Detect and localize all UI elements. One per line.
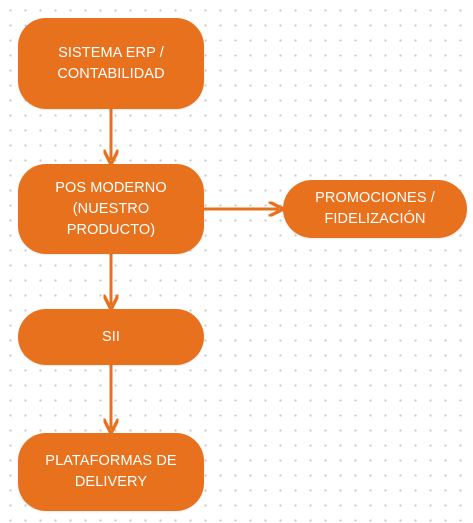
node-erp-label: SISTEMA ERP / CONTABILIDAD xyxy=(57,44,165,82)
node-pos-moderno[interactable] xyxy=(18,164,204,254)
node-sii-label: SII xyxy=(101,328,121,345)
node-delivery-label: PLATAFORMAS DE DELIVERY xyxy=(45,453,177,490)
node-pos-label: POS MODERNO (NUESTRO PRODUCTO) xyxy=(55,179,167,238)
node-erp-contabilidad[interactable] xyxy=(18,18,204,109)
node-sii[interactable] xyxy=(18,309,204,365)
node-promo-label: PROMOCIONES / FIDELIZACIÓN xyxy=(315,190,435,227)
node-plataformas-delivery[interactable] xyxy=(18,433,204,511)
node-promociones-fidelizacion[interactable] xyxy=(283,180,467,238)
